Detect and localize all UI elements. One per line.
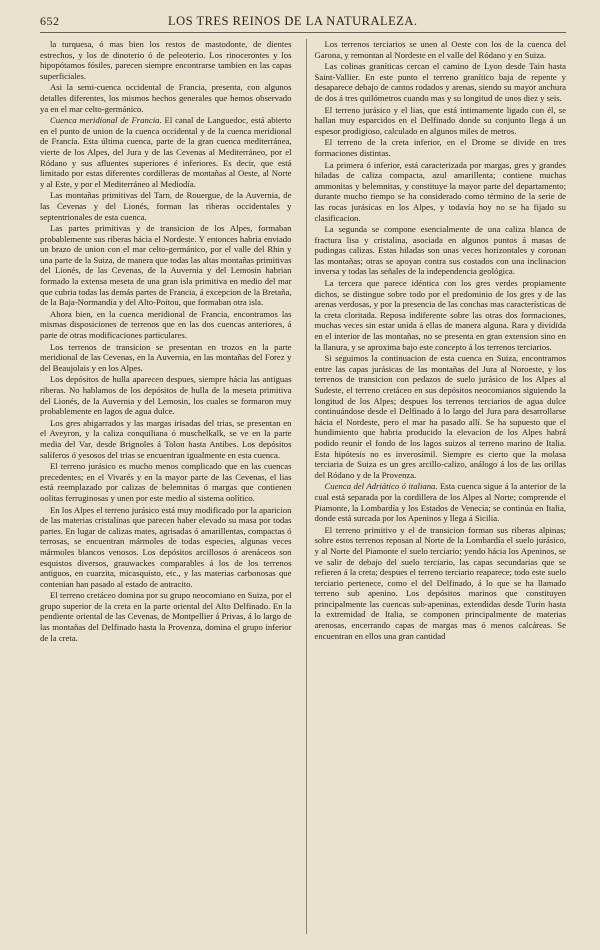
paragraph-text: La segunda se compone esencialmente de una caliza blanca de fractura lisa y cristalina, asociada en algunos puntos á masas de pudingas calizas. Estas hiladas son unas veces horizontales y coronan las montañas; otras se apoyan contra sus costados con una inclinacion inversa y todas las señales de la independencia geológica. [314, 224, 566, 277]
paragraph [315, 278, 567, 352]
paragraph [40, 82, 292, 114]
paragraph-text: Si seguimos la continuacion de esta cuenca en Suiza, encontramos entre las capas jurásicas de las montañas del Jura al Noroeste, y los terrenos de transicion con pedazos de suelo jurásico de los Alpes al Sudeste, el terreno cretáceo en sus depósitos neocomianos siguiendo la longitud de los Alpes; despues los terrenos terciarios de agua dulce continuándose desde el Delfinado á lo largo del Jura para desarrollarse hácia el Nordeste, pero el mar ha pasado allí. Se ha supuesto que el hundimiento que habria producido la elevacion de los Alpes habrá podido reunir el fondo de los lagos suizos al terreno marino de Italia. Esta hipótesis no es inverosímil. Siempre es cierto que la molasa terciaria de Suiza es un gres arcillo-calizo, análogo á los de las orillas del Ródano y de la Provenza. [314, 353, 566, 480]
paragraph [40, 190, 292, 222]
paragraph [315, 525, 567, 642]
paragraph-text: El canal de Languedoc, está abierto en el punto de union de la cuenca occidental y de la cuenca meridional de Francia. Esta última cuenca, parte de la gran cuenca mediterránea, vierte de los Alpes, del Jura y de las Cevenas al Mediterráneo, por el Ródano y sus afluentes superiores é inferiores. Es decir, que está limitado por estas diferentes cordilleras de montañas al Oeste, al Norte y al Este, y por el Mediterráneo al Mediodía. [40, 115, 292, 189]
paragraph [40, 223, 292, 308]
section-heading: Cuenca del Adriático ó italiana. [324, 481, 438, 492]
paragraph-text: Esta cuenca sigue á la anterior de la cual está separada por la cordillera de los Alpes al Norte; comprende el Piamonte, la Lombardía y los Estados de Venecia; se continúa en Italia, donde está surcada por los Apeninos y llega á Sicilia. [314, 481, 566, 524]
paragraph-text: Las partes primitivas y de transicion de los Alpes, formaban probablemente sus riberas hácia el Nordeste. Y entonces habria enviado un brazo de union con el mar celto-germánico, por el valle del Rhin y una parte de la Suiza, de manera que todas las altas montañas primitivas del Lionés, de las Cevenas, de la Auvernia y del Lemosin habrian formado la extensa meseta de una gran isla primitiva en medio del mar que cubria todas las demás partes de Francia, á excepcion de la Bretaña, de la Baja-Normandía y del Alto-Poitou, que formaban otra isla. [40, 223, 292, 308]
paragraph-text: El terreno de la creta inferior, en el Drome se divide en tres formaciones distintas. [314, 137, 566, 158]
paragraph-text: El terreno primitivo y el de transicion forman sus riberas alpinas; sobre estos terrenos reposan al Norte de la Lombardía el suelo jurásico, y al Norte del Piamonte el suelo terciario; yendo hácia los Apeninos, se ve salir de debajo del suelo terciario, las capas secundarias que se refieren á la creta; despues el terreno terciario reaparece; todo este suelo terciario pertenece, como el del Delfinado, á lo que se ha llamado terreno sub apenino. Los depósitos marinos que constituyen principalmente las cuencas sub-apeninas, extendidas desde Turin hasta la extremidad de Italia, se componen principalmente de materias arenosas, encerrando capas de margas mas ó menos calcáreas. Se encuentran en ellos una gran cantidad [314, 524, 566, 641]
paragraph-text: Los terrenos de transicion se presentan en trozos en la parte meridional de las Cevenas, en la Auvernia, en las montañas del Forez y del Beaujolais y en los Alpes. [40, 341, 292, 373]
section-heading: Cuenca meridional de Francia. [50, 115, 162, 126]
paragraph [315, 39, 567, 60]
paragraph-text: la turquesa, ó mas bien los restos de mastodonte, de dientes estrechos, y los de dinoterio ó de peleoterio. Los rinocerontes y los hipopótamos fósiles, parecen siempre encontrarse tambien en las capas superficiales. [40, 39, 292, 81]
text-columns [40, 39, 566, 934]
paragraph [40, 309, 292, 341]
paragraph-text: La primera ó inferior, está caracterizada por margas, gres y grandes hiladas de caliza compacta, azul amarillenta; contiene muchas ammonitas y belemnitas, y constituye la mayor parte del departamento; durante mucho tiempo se ha considerado como término de la serie de las rocas jurásicas en los Alpes, y todavía hoy no se ha fijado su clasificacion. [314, 159, 566, 223]
paragraph-text: La tercera que parece idéntica con los gres verdes propiamente dichos, se distingue sobre todo por el predominio de los gres y de las arenas verdosas, y por la presencia de las conchas mas características de la creta cloritada. Reposa indiferente sobre las otras dos formaciones, muchas veces sin estar unida á ellas de manera alguna. Rara y dividida en el interior de las montañas, no se presenta en gran extension sino en la llanura, y se aproxima bajo este concepto á los terrenos terciarios. [314, 278, 566, 352]
paragraph [315, 137, 567, 158]
paragraph-text: Las colinas graníticas cercan el camino de Lyon desde Tain hasta Saint-Vallier. En este punto el terreno granítico baja de repente y desaparece debajo de cantos rodados y arenas, siendo su mayor anchura de dos á tres quilómetros cuando mas y su longitud de unos diez y seis. [314, 61, 566, 103]
paragraph-text: En los Alpes el terreno jurásico está muy modificado por la aparicion de las materias cristalinas que parecen haber elevado su masa por todas partes. En lugar de calizas mates, agrisadas ó amarillentas, compactas ó terrosas, se encuentran mármoles de todas especies, algunas veces mármoles blancos venosos. Los depósitos arcillosos ó arenáceos son esquistos diversos, grauwackes comparables á los de los terrenos antiguos, en cuarzita, micasquisto, etc., y las materias carbonosas que contenian han pasado al estado de antracito. [40, 504, 292, 589]
left-column [40, 39, 292, 934]
right-column [306, 39, 567, 934]
paragraph-text: Los gres abigarrados y las margas irisadas del trias, se presentan en el Aveyron, y la caliza conquiliana ó muschelkalk, se ve en la parte media del Var, desde Brignoles á Tolon hasta Antibes. Los depósitos salíferos ó yesosos del trias se encuentran igualmente en esta cuenca. [40, 417, 292, 460]
paragraph-text: Las montañas primitivas del Tarn, de Rouergue, de la Auvernia, de las Cevenas y del Lionés, forman las riberas occidentales y septentrionales de esta cuenca. [40, 190, 292, 222]
paragraph-text: El terreno cretáceo domina por su grupo neocomiano en Suiza, por el grupo superior de la creta en la parte oriental del Alto Delfinado. En la pendiente oriental de las Cevenas, de Montpellier á Privas, á lo largo de las montañas del Delfinado hasta la Provenza, domina el grupo inferior de la creta. [40, 590, 292, 643]
paragraph [315, 105, 567, 137]
paragraph [40, 505, 292, 590]
paragraph [40, 342, 292, 374]
paragraph [315, 61, 567, 103]
paragraph-text: El terreno jurásico y el lias, que está íntimamente ligado con él, se hallan muy esparcidos en el Delfinado donde su conjunto llega á un espesor prodigioso, calculado en algunos miles de metros. [314, 104, 566, 136]
page-number: 652 [40, 14, 60, 28]
paragraph [40, 418, 292, 460]
paragraph [40, 115, 292, 189]
paragraph-text: El terreno jurásico es mucho menos complicado que en las cuencas precedentes; en el Vivarés y en la mayor parte de las Cevenas, el lias está reemplazado por calizas de belemnitas ó margas que contienen oolitas ferruginosas y unen por este medio al sistema oolítico. [40, 461, 292, 503]
paragraph [40, 374, 292, 416]
running-title: LOS TRES REINOS DE LA NATURALEZA. [167, 14, 418, 28]
paragraph [315, 224, 567, 277]
paragraph-text: Los depósitos de hulla aparecen despues, siempre hácia las antiguas riberas. No hablamos de los depósitos de hulla de la meseta primitiva del Lionés, de la Auvernia y del Lemosin, los cuales se formaron muy probablemente en lagos de agua dulce. [40, 374, 292, 417]
paragraph [315, 160, 567, 224]
paragraph [40, 461, 292, 503]
paragraph [315, 481, 567, 523]
paragraph [315, 353, 567, 480]
paragraph-text: Asi la semi-cuenca occidental de Francia, presenta, con algunos detalles diferentes, los mismos hechos generales que hemos observado ya en el mar celto-germánico. [40, 82, 292, 114]
page-header [40, 14, 566, 33]
paragraph [40, 39, 292, 81]
paragraph [40, 590, 292, 643]
paragraph-text: Ahora bien, en la cuenca meridional de Francia, encontramos las mismas disposiciones de terrenos que en las dos cuencas anteriores, á parte de otras modificaciones particulares. [40, 308, 292, 341]
paragraph-text: Los terrenos terciarios se unen al Oeste con los de la cuenca del Garona, y remontan al Nordeste en el valle del Ródano y en Suiza. [314, 39, 566, 60]
